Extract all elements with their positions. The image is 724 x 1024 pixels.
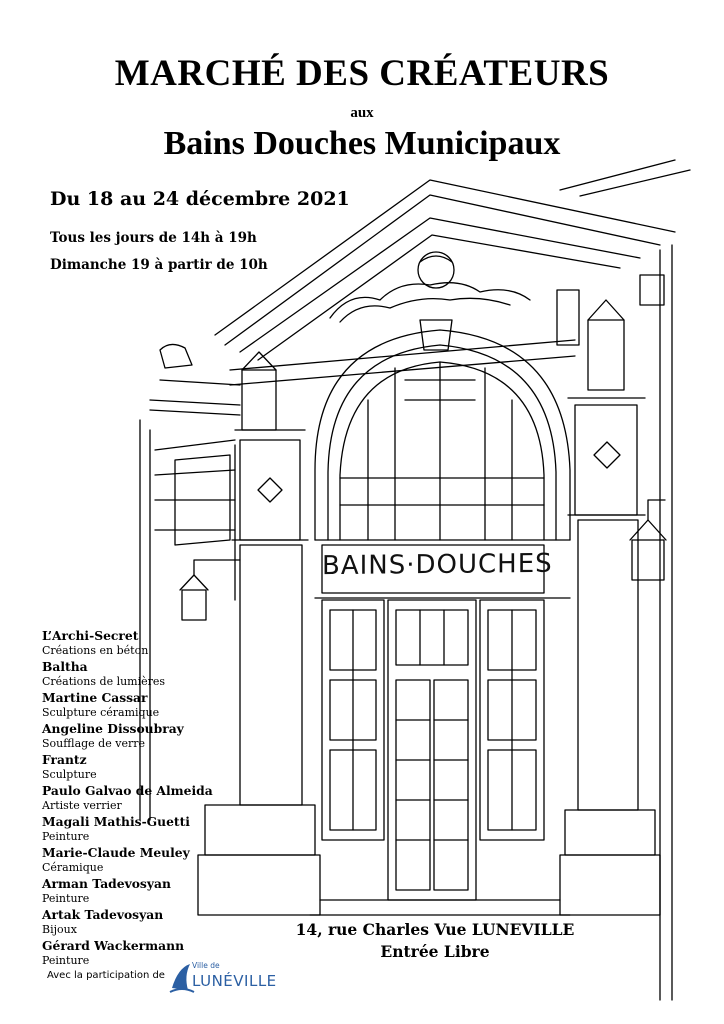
vendor-craft: Artiste verrier: [42, 799, 122, 812]
vendor-craft: Peinture: [42, 954, 90, 967]
vendor-craft: Sculpture: [42, 768, 97, 781]
vendor-name: Marie-Claude Meuley: [42, 845, 190, 860]
vendor-name: L’Archi-Secret: [42, 628, 139, 643]
vendor-list: [42, 628, 242, 969]
vendor-name: Artak Tadevosyan: [42, 907, 164, 922]
venue-title: Bains Douches Municipaux: [163, 125, 561, 162]
vendor-name: Frantz: [42, 752, 87, 767]
event-address: 14, rue Charles Vue LUNEVILLE: [295, 920, 575, 939]
daily-hours: Tous les jours de 14h à 19h: [50, 230, 257, 246]
vendor-name: Baltha: [42, 659, 88, 674]
building-sign-text: BAINS·DOUCHES: [322, 548, 553, 582]
event-title: MARCHÉ DES CRÉATEURS: [114, 53, 610, 94]
vendor-craft: Soufflage de verre: [42, 737, 145, 750]
event-dates: Du 18 au 24 décembre 2021: [50, 188, 350, 210]
vendor-name: Angeline Dissoubray: [42, 721, 184, 736]
vendor-name: Magali Mathis-Guetti: [42, 814, 190, 829]
partner-text: Avec la participation de: [47, 970, 165, 981]
vendor-craft: Créations en béton: [42, 644, 149, 657]
logo-caption: Ville de: [192, 961, 220, 970]
vendor-craft: Bijoux: [42, 923, 77, 936]
vendor-name: Martine Cassar: [42, 690, 148, 705]
logo-name: LUNÉVILLE: [192, 972, 277, 990]
title-connector: aux: [350, 105, 374, 121]
vendor-name: Paulo Galvao de Almeida: [42, 783, 213, 798]
vendor-name: Arman Tadevosyan: [42, 876, 171, 891]
vendor-craft: Peinture: [42, 892, 90, 905]
entry-info: Entrée Libre: [380, 942, 490, 961]
sunday-hours: Dimanche 19 à partir de 10h: [50, 257, 268, 273]
vendor-craft: Créations de lumières: [42, 675, 166, 688]
vendor-name: Gérard Wackermann: [42, 938, 185, 953]
vendor-craft: Céramique: [42, 861, 104, 874]
vendor-craft: Peinture: [42, 830, 90, 843]
vendor-craft: Sculpture céramique: [42, 706, 160, 719]
